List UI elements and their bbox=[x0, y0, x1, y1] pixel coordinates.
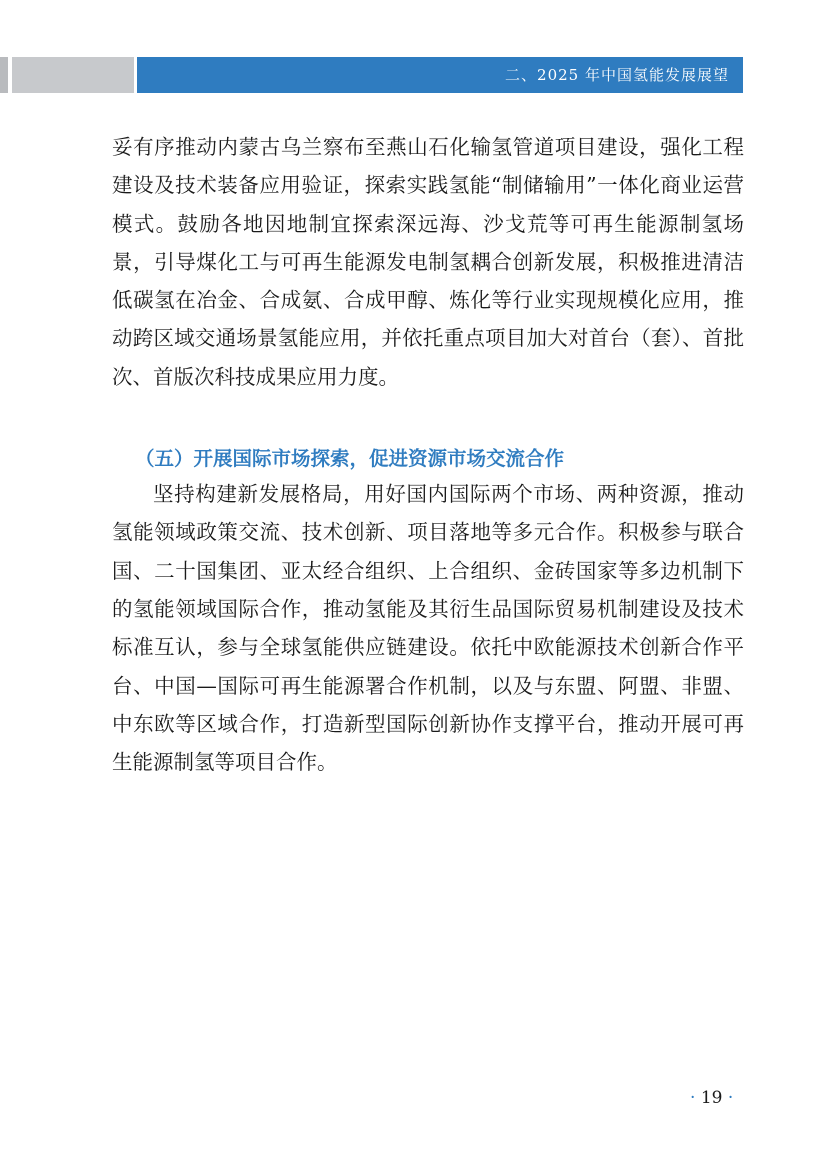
page-number-dot-right: · bbox=[727, 1088, 734, 1108]
paragraph-continued: 妥有序推动内蒙古乌兰察布至燕山石化输氢管道项目建设，强化工程建设及技术装备应用验证，探索实践氢能“制储输用”一体化商业运营模式。鼓励各地因地制宜探索深远海、沙戈荒等可再生能源制氢场景，引导煤化工与可再生能源发电制氢耦合创新发展，积极推进清洁低碳氢在冶金、合成氨、合成甲醇、炼化等行业实现规模化应用，推动跨区域交通场景氢能应用，并依托重点项目加大对首台（套）、首批次、首版次科技成果应用力度。 bbox=[112, 135, 744, 389]
header-bar bbox=[137, 57, 743, 93]
header-gray-block bbox=[12, 57, 134, 93]
page-number bbox=[690, 1088, 733, 1108]
page-number-dot-left: · bbox=[690, 1088, 696, 1108]
page-content bbox=[112, 128, 744, 781]
paragraph-international-cooperation: 坚持构建新发展格局，用好国内国际两个市场、两种资源，推动氢能领域政策交流、技术创新、项目落地等多元合作。积极参与联合国、二十国集团、亚太经合组织、上合组织、金砖国家等多边机制下的氢能领域国际合作，推动氢能及其衍生品国际贸易机制建设及技术标准互认，参与全球氢能供应链建设。依托中欧能源技术创新合作平台、中国—国际可再生能源署合作机制，以及与东盟、阿盟、非盟、中东欧等区域合作，打造新型国际创新协作支撑平台，推动开展可再生能源制氢等项目合作。 bbox=[112, 482, 744, 775]
header-gray-strip-left bbox=[0, 57, 8, 93]
chapter-title: 二、2025 年中国氢能发展展望 bbox=[505, 66, 729, 84]
section-heading: （五）开展国际市场探索，促进资源市场交流合作 bbox=[135, 447, 565, 471]
page-number-value: 19 bbox=[700, 1088, 723, 1108]
